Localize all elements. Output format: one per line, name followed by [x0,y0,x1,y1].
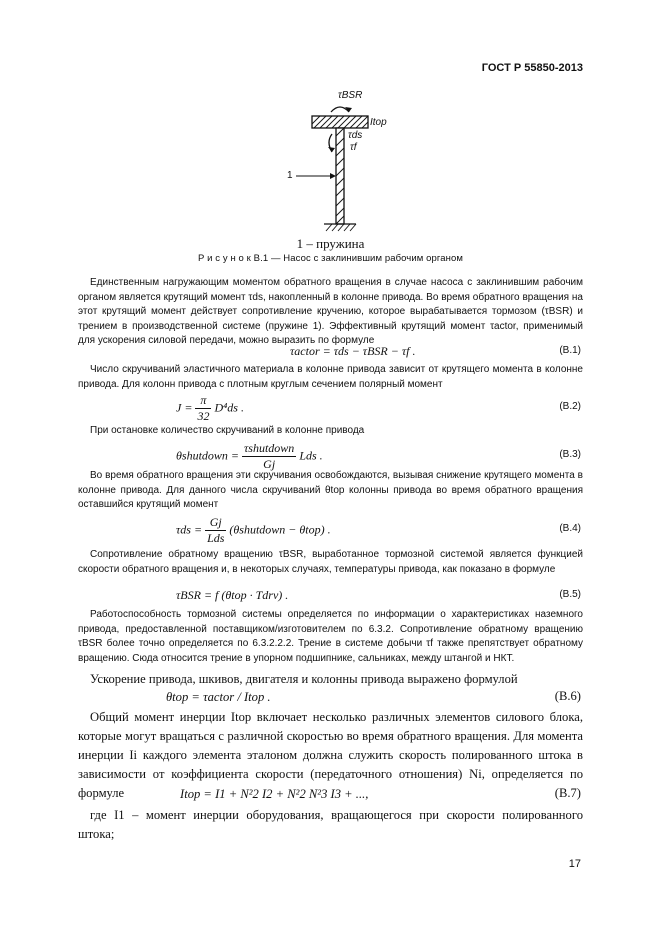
eq-b2-fraction [195,393,211,424]
label-tau-f: τf [350,142,357,153]
equation-b4-number: (B.4) [559,523,581,534]
eq-b4-rhs: (θshutdown − θtop) . [229,522,331,537]
eq-b4-numerator: Gj [205,515,226,531]
equation-b4 [176,515,331,546]
paragraph-5: Сопротивление обратному вращению τBSR, выработанное тормозной системой является функцией скорости обратного вращения и, в некоторых случаях, температуры привода, как показано в формуле [78,549,583,575]
page-number: 17 [568,858,581,870]
eq-b4-denominator: Lds [207,531,225,545]
eq-b2-lhs: J = [176,400,193,415]
figure-legend: 1 – пружина [296,236,365,251]
eq-b3-denominator: Gj [263,457,276,471]
paragraph-9: где I1 – момент инерции оборудования, вращающегося при скорости полированного штока; [78,808,583,841]
eq-b2-numerator: π [195,393,211,409]
equation-b5: τBSR = f (θtop · Tdrv) . [176,588,289,602]
paragraph-8: Общий момент инерции Itop включает несколько различных элементов силового блока, которые могут вращаться с различной скоростью во время обратного вращения. Для момента инерции Ii каждого элемента эталоном должна служить скорость полированного штока в зависимости от коэффициента скорости (передаточного отношения) Ni, определяется по формуле [78,710,583,800]
eq-b3-numerator: τshutdown [244,441,295,455]
ground-hatching [326,224,356,231]
equation-b1-number: (B.1) [559,345,581,356]
equation-b6: θtop = τactor / Itop . [166,690,271,704]
equation-b2-number: (B.2) [559,401,581,412]
spring-leader-head [330,173,336,179]
pump-diagram-svg [0,90,661,235]
paragraph-2: Число скручиваний эластичного материала в колонне привода зависит от крутящего момента в колонне привода. Для колонн привода с плотным круглым сечением полярный момент [78,364,583,390]
label-tau-ds: τds [348,130,363,141]
document-id: ГОСТ Р 55850-2013 [481,62,583,74]
equation-b1: τactor = τds − τBSR − τf . [290,344,416,358]
equation-b2 [176,393,244,424]
equation-b7: Itop = I1 + N²2 I2 + N²2 N²3 I3 + ..., [180,787,369,801]
eq-b3-lhs: θshutdown = [176,448,239,463]
equation-b7-number: (B.7) [554,786,581,800]
paragraph-6: Работоспособность тормозной системы определяется по информации о характеристиках наземного привода, предоставленной поставщиком/изготовителем по 6.3.2. Сопротивление обратному вращению τBSR более точно определяется по 6.3.2.2.2. Трение в системе добычи τf также препятствует обратному вращению. Сюда относится трение в упорном подшипнике, сальниках, между штангой и НКТ. [78,609,583,664]
rotation-arrow-head-side [328,147,335,152]
paragraph-7: Ускорение привода, шкивов, двигателя и колонны привода выражено формулой [90,672,518,686]
equation-b6-number: (B.6) [554,689,581,703]
figure-pump-diagram [0,90,661,240]
eq-b4-lhs: τds = [176,522,203,537]
eq-b3-fraction [242,441,296,472]
label-tau-bsr: τBSR [338,90,363,101]
equation-b3 [176,441,323,472]
label-i-top: Itop [370,117,387,128]
paragraph-3: При остановке количество скручиваний в колонне привода [90,425,365,436]
eq-b3-rhs: Lds . [299,448,323,463]
eq-b4-fraction [205,515,226,546]
equation-b3-number: (B.3) [559,449,581,460]
paragraph-1: Единственным нагружающим моментом обратного вращения в случае насоса с заклинившим рабочим органом является крутящий момент τds, накопленный в колонне привода. Во время обратного вращения на этот крутящий момент действует сопротивление кручению, которое вырабатывается тормозом (τBSR) и трением в производственной системе (пружине 1). Эффективный крутящий момент τactor, применимый для ускорения силовой передачи, можно выразить по формуле [78,277,583,346]
figure-caption: Р и с у н о к В.1 — Насос с заклинившим рабочим органом [197,253,464,264]
eq-b2-rhs: D⁴ds . [214,400,244,415]
paragraph-4: Во время обратного вращения эти скручивания освобождаются, вызывая снижение крутящего момента в колонне привода. Для данного числа скручиваний θtop колонны привода во время обратного вращения оставшийся крутящий момент [78,470,583,510]
label-spring-number: 1 [287,170,293,181]
eq-b2-denominator: 32 [197,409,210,423]
equation-b5-number: (B.5) [559,589,581,600]
